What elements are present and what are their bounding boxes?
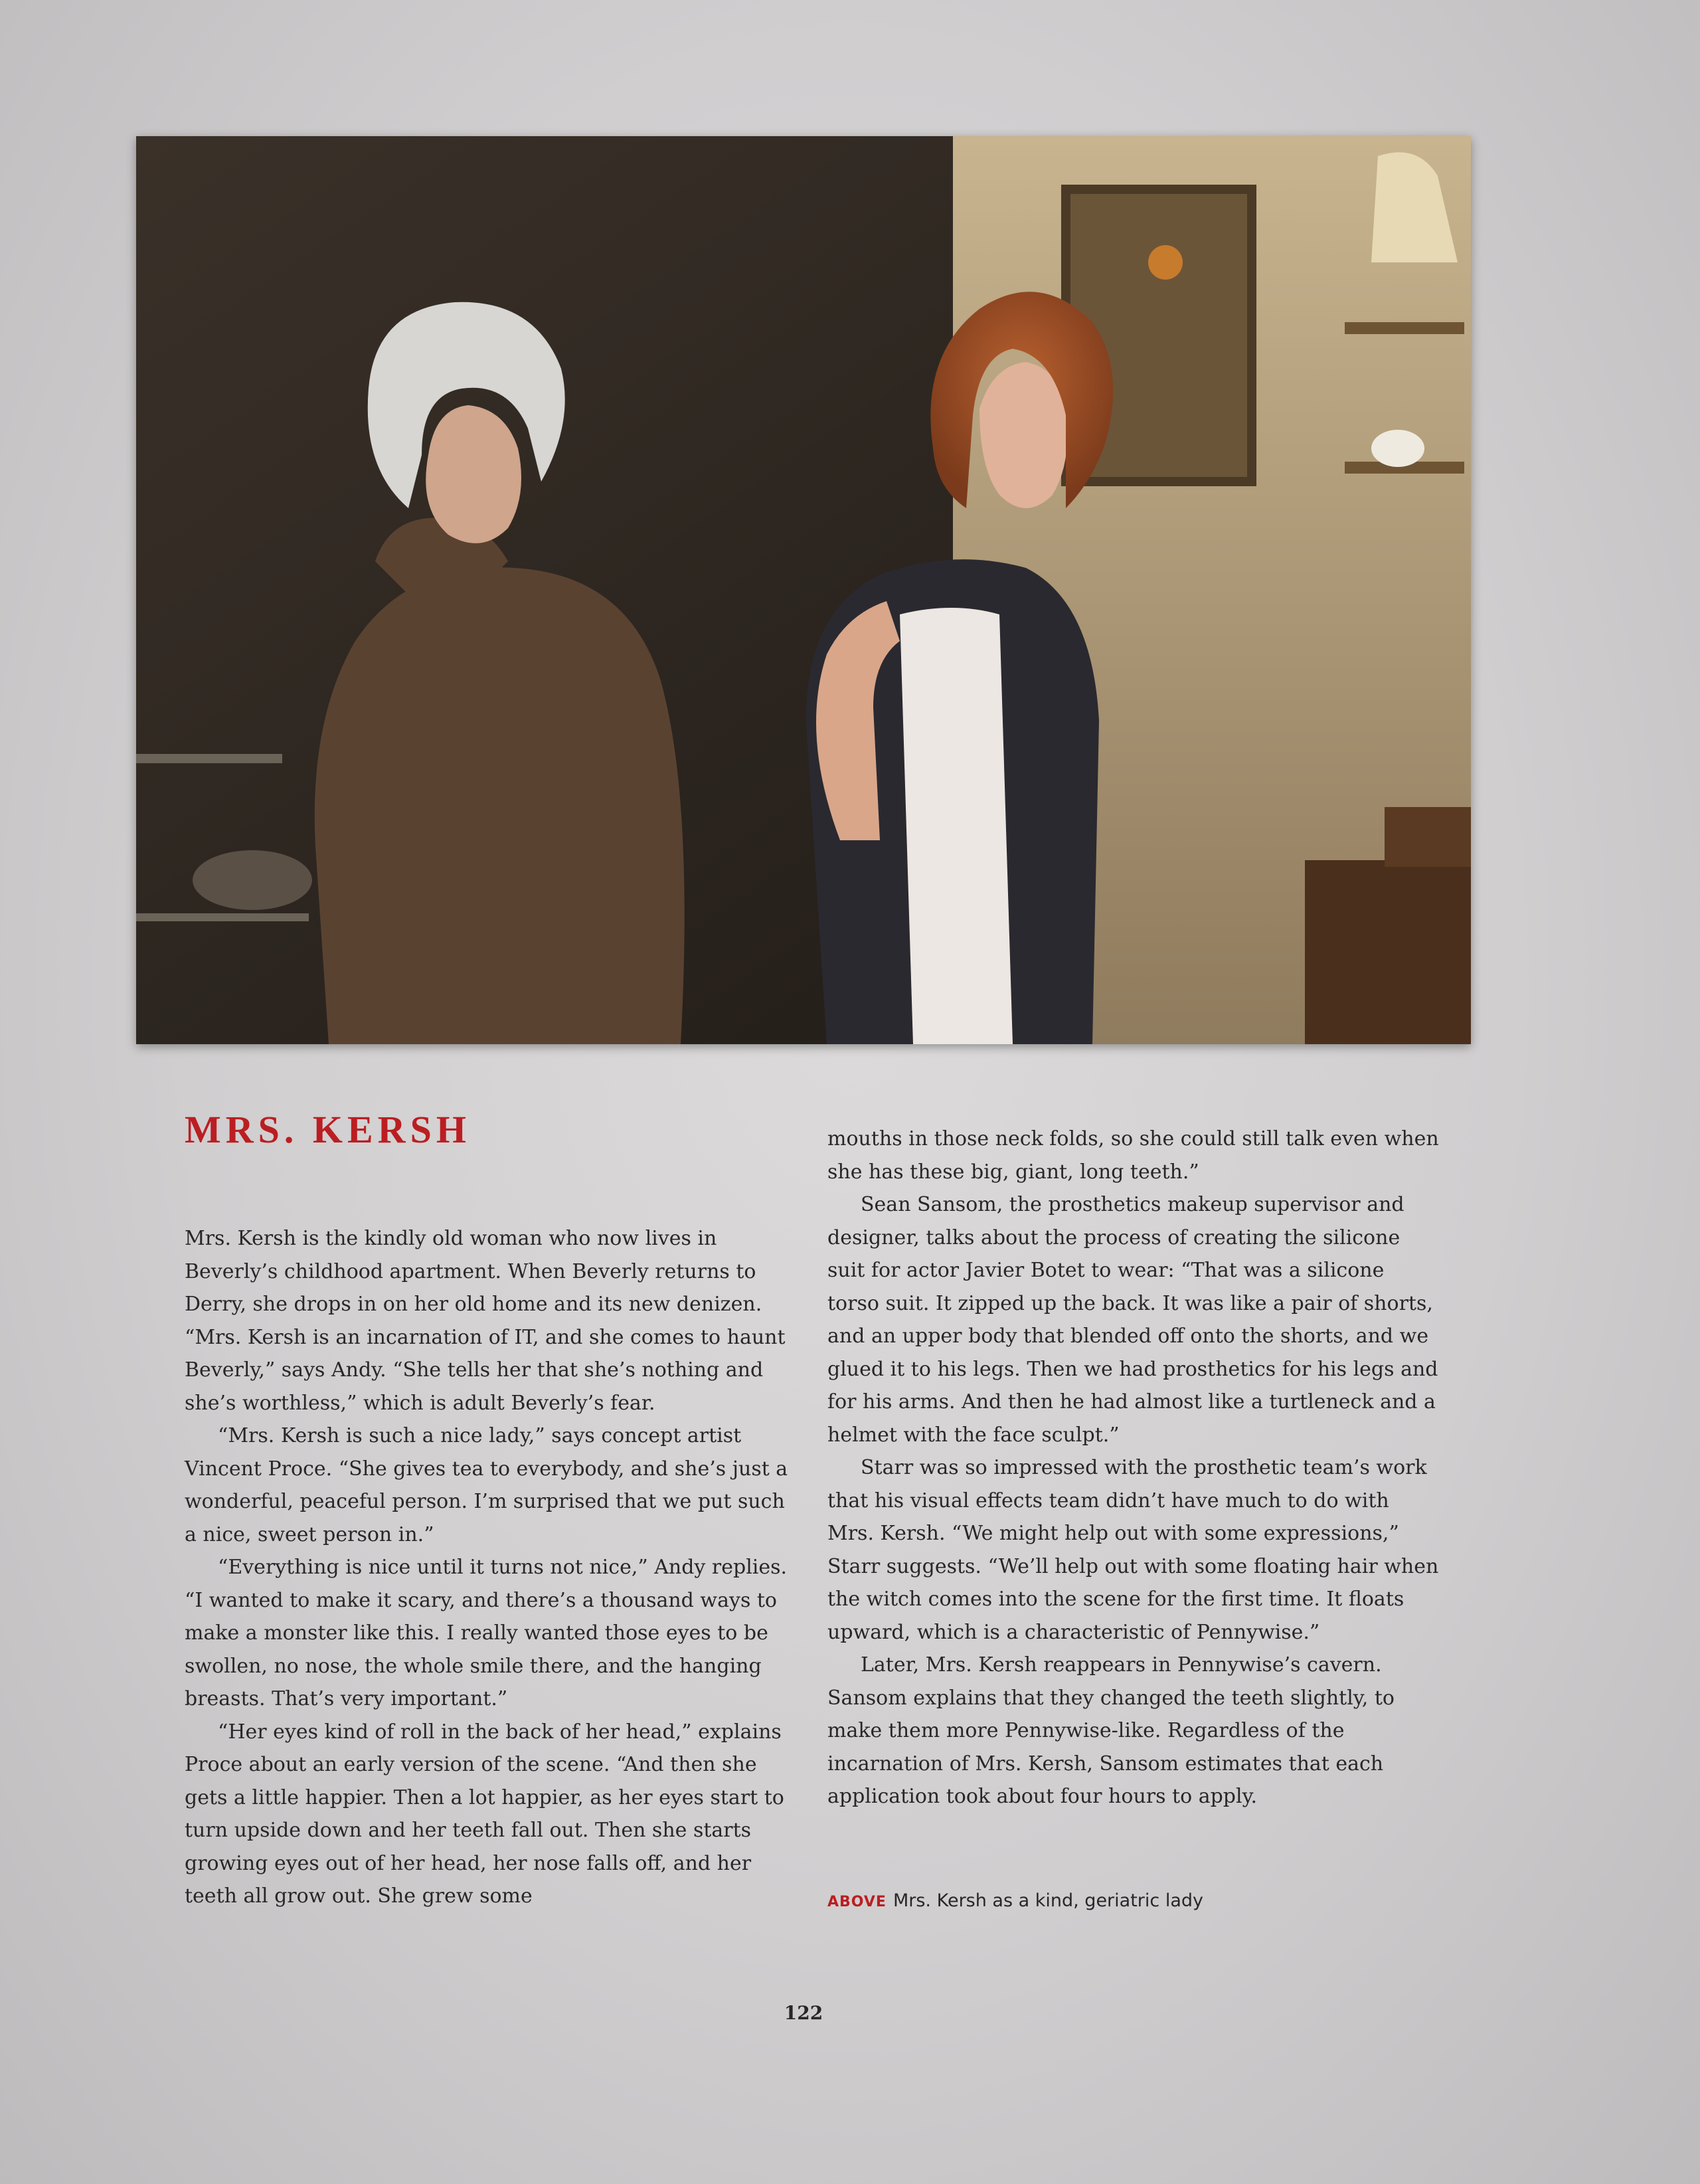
body-paragraph: mouths in those neck folds, so she could still talk even when she has these big, giant, long teeth.” bbox=[827, 1127, 1439, 1184]
photo-caption bbox=[827, 1890, 1203, 1911]
body-paragraph: “Her eyes kind of roll in the back of her head,” explains Proce about an early version of the scene. “And then she gets a little happier. Then a lot happier, as her eyes start to turn upside down and her teeth fall out. Then she starts growing eyes out of her head, her nose falls off, and her teeth all grow out. She grew some bbox=[185, 1720, 784, 1908]
body-paragraph: Later, Mrs. Kersh reappears in Pennywise’s cavern. Sansom explains that they changed the teeth slightly, to make them more Pennywise-like. Regardless of the incarnation of Mrs. Kersh, Sansom estimates that each application took about four hours to apply. bbox=[827, 1653, 1395, 1808]
text-column-right bbox=[827, 1123, 1442, 1813]
text-column-left bbox=[185, 1108, 799, 1913]
body-paragraph: “Everything is nice until it turns not nice,” Andy replies. “I wanted to make it scary, and there’s a thousand ways to make a monster like this. I really wanted those eyes to be swollen, no nose, the whole smile there, and the hanging breasts. That’s very important.” bbox=[185, 1556, 788, 1710]
body-paragraph: Starr was so impressed with the prosthetic team’s work that his visual effects team didn’t have much to do with Mrs. Kersh. “We might help out with some expressions,” Starr suggests. “We’ll help out with some floating hair when the witch comes into the scene for the first time. It floats upward, which is a characteristic of Pennywise.” bbox=[827, 1456, 1439, 1644]
film-still-photo bbox=[136, 136, 1471, 1044]
caption-text: Mrs. Kersh as a kind, geriatric lady bbox=[892, 1890, 1203, 1911]
page-number: 122 bbox=[784, 2002, 823, 2024]
body-paragraph: Mrs. Kersh is the kindly old woman who now lives in Beverly’s childhood apartment. When Beverly returns to Derry, she drops in on her old home and its new denizen. “Mrs. Kersh is an incarnation of IT, and she comes to haunt Beverly,” says Andy. “She tells her that she’s nothing and she’s worthless,” which is adult Beverly’s fear. bbox=[185, 1227, 786, 1415]
caption-label: ABOVE bbox=[827, 1894, 887, 1910]
section-heading: MRS. KERSH bbox=[185, 1108, 471, 1151]
body-paragraph: “Mrs. Kersh is such a nice lady,” says concept artist Vincent Proce. “She gives tea to everybody, and she’s just a wonderful, peaceful person. I’m surprised that we put such a nice, sweet person in.” bbox=[185, 1424, 788, 1546]
body-paragraph: Sean Sansom, the prosthetics makeup supervisor and designer, talks about the process of creating the silicone suit for actor Javier Botet to wear: “That was a silicone torso suit. It zipped up the back. It was like a pair of shorts, and an upper body that blended off onto the shorts, and we glued it to his legs. Then we had prosthetics for his legs and for his arms. And then he had almost like a turtleneck and a helmet with the face sculpt.” bbox=[827, 1193, 1438, 1447]
